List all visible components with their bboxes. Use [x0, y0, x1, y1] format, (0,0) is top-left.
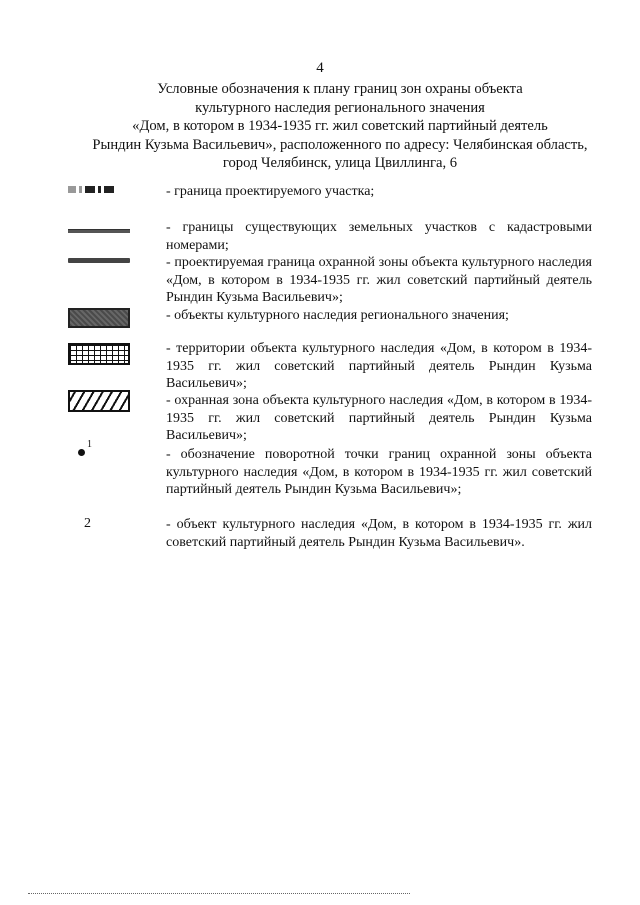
title-line: город Челябинск, улица Цвиллинга, 6: [222, 155, 458, 172]
point-marker-label: 1: [87, 439, 92, 450]
legend-text: - территории объекта культурного наследия «Дом, в котором в 1934-1935 гг. жил советский партийный деятель Рындин Кузьма Васильевич»;: [166, 341, 592, 392]
point-dot-icon: [78, 449, 85, 456]
thick-line-symbol: [68, 258, 130, 263]
legend-item-description: [166, 340, 592, 393]
title-line: культурного наследия регионального значения: [195, 99, 485, 116]
legend-text: - границы существующих земельных участков с кадастровыми номерами;: [166, 220, 592, 253]
title-line: Рындин Кузьма Васильевич», расположенного по адресу: Челябинская область,: [92, 136, 588, 153]
legend-text: - объект культурного наследия «Дом, в котором в 1934-1935 гг. жил советский партийный деятель Рындин Кузьма Васильевич».: [166, 517, 592, 550]
thin-line-symbol: [68, 229, 130, 233]
title-line: Условные обозначения к плану границ зон охраны объекта: [157, 81, 523, 97]
grid-rectangle-symbol: [68, 343, 130, 365]
legend-title: [70, 80, 610, 173]
legend-text: - обозначение поворотной точки границ охранной зоны объекта культурного наследия «Дом, в котором в 1934-1935 гг. жил советский партийный деятель Рындин Кузьма Васильевич»;: [166, 447, 592, 498]
legend-item-description: [166, 183, 592, 201]
legend-text: - охранная зона объекта культурного наследия «Дом, в котором в 1934-1935 гг. жил советский партийный деятель Рындин Кузьма Васильевич»;: [166, 393, 592, 444]
title-line: «Дом, в котором в 1934-1935 гг. жил советский партийный деятель: [132, 118, 548, 135]
hatched-rectangle-symbol: [68, 390, 130, 412]
number-label-symbol: 2: [84, 516, 91, 531]
legend-item-description: [166, 392, 592, 445]
dashed-boundary-line-symbol: [68, 185, 130, 193]
legend-item-description: [166, 219, 592, 254]
legend-item-description: [166, 516, 592, 551]
legend-text: - объекты культурного наследия регионального значения;: [166, 308, 509, 323]
legend-text: - граница проектируемого участка;: [166, 184, 375, 199]
bottom-divider: [28, 893, 410, 895]
legend-item-description: [166, 446, 592, 499]
page-number: 4: [316, 60, 324, 76]
legend-item-description: [166, 254, 592, 307]
point-marker-symbol: [78, 441, 100, 457]
legend-item-description: [166, 307, 592, 325]
legend-text: - проектируемая граница охранной зоны объекта культурного наследия «Дом, в котором в 1934-1935 гг. жил советский партийный деятель Рындин Кузьма Васильевич»;: [166, 255, 592, 306]
filled-rectangle-symbol: [68, 308, 130, 328]
